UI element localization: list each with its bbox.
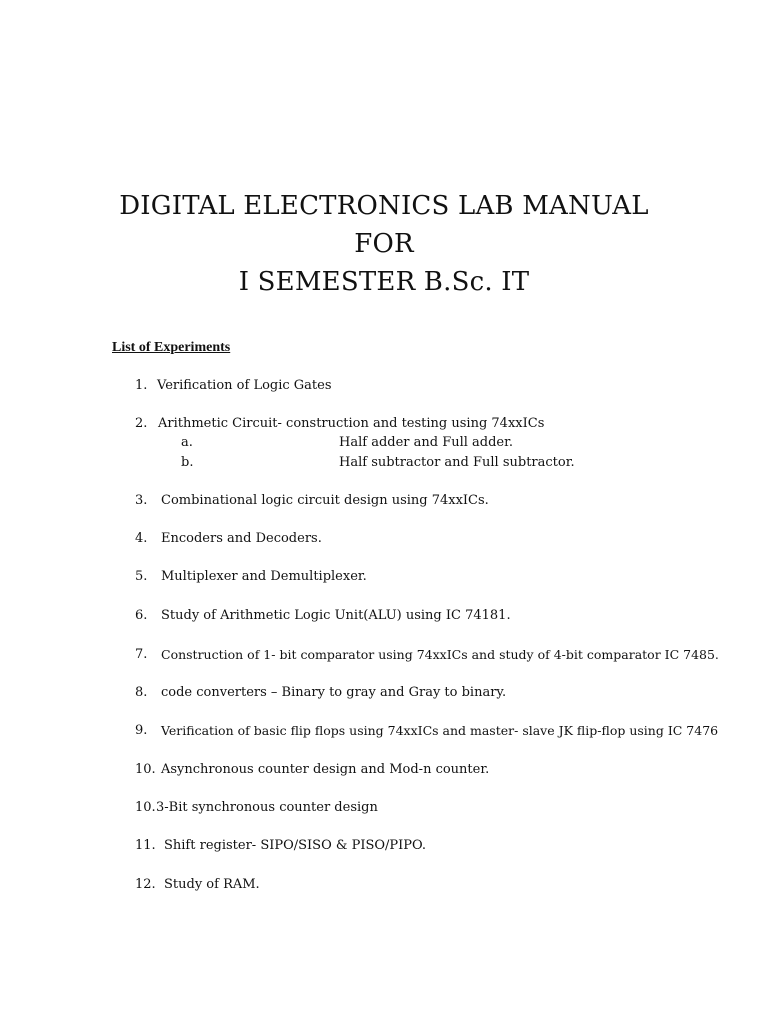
experiment-text: Study of RAM. <box>164 877 260 892</box>
experiment-text: Encoders and Decoders. <box>161 531 322 546</box>
experiment-text: Shift register- SIPO/SISO & PISO/PIPO. <box>164 838 427 853</box>
subitem-text: Half subtractor and Full subtractor. <box>339 455 575 470</box>
experiment-number: 5. <box>135 569 148 584</box>
experiment-text: Asynchronous counter design and Mod-n counter. <box>161 762 490 777</box>
document-title-line-2: FOR <box>354 229 414 259</box>
experiment-text: Combinational logic circuit design using 74xxICs. <box>161 493 489 508</box>
subitem-letter: a. <box>181 435 193 450</box>
subitem-text: Half adder and Full adder. <box>339 435 514 450</box>
experiment-text: Arithmetic Circuit- construction and testing using 74xxICs <box>158 416 545 431</box>
subitem-letter: b. <box>181 455 194 470</box>
experiment-number: 10. <box>135 762 156 777</box>
experiment-text: Study of Arithmetic Logic Unit(ALU) using IC 74181. <box>161 608 511 623</box>
experiment-text: Verification of basic flip flops using 74xxICs and master- slave JK flip-flop using IC 7476 <box>161 723 719 738</box>
experiment-number: 4. <box>135 531 148 546</box>
document-title-line-3: I SEMESTER B.Sc. IT <box>238 267 530 297</box>
experiment-number: 6. <box>135 608 148 623</box>
document-title-line-1: DIGITAL ELECTRONICS LAB MANUAL <box>119 191 649 221</box>
experiment-number: 12. <box>135 877 156 892</box>
experiment-number: 3. <box>135 493 148 508</box>
experiment-text: Multiplexer and Demultiplexer. <box>161 569 367 584</box>
experiment-number: 10. <box>135 800 156 815</box>
experiment-number: 7. <box>135 647 148 662</box>
experiment-text: Verification of Logic Gates <box>157 378 332 393</box>
experiment-number: 2. <box>135 416 148 431</box>
experiment-number: 11. <box>135 838 156 853</box>
experiment-number: 1. <box>135 378 148 393</box>
experiment-number: 8. <box>135 685 148 700</box>
experiment-text: code converters – Binary to gray and Gray to binary. <box>161 685 507 700</box>
experiment-number: 9. <box>135 723 148 738</box>
experiment-text: Construction of 1- bit comparator using 74xxICs and study of 4-bit comparator IC 7485. <box>161 647 719 662</box>
experiment-text: 3-Bit synchronous counter design <box>156 800 378 815</box>
list-heading: List of Experiments <box>112 340 231 355</box>
